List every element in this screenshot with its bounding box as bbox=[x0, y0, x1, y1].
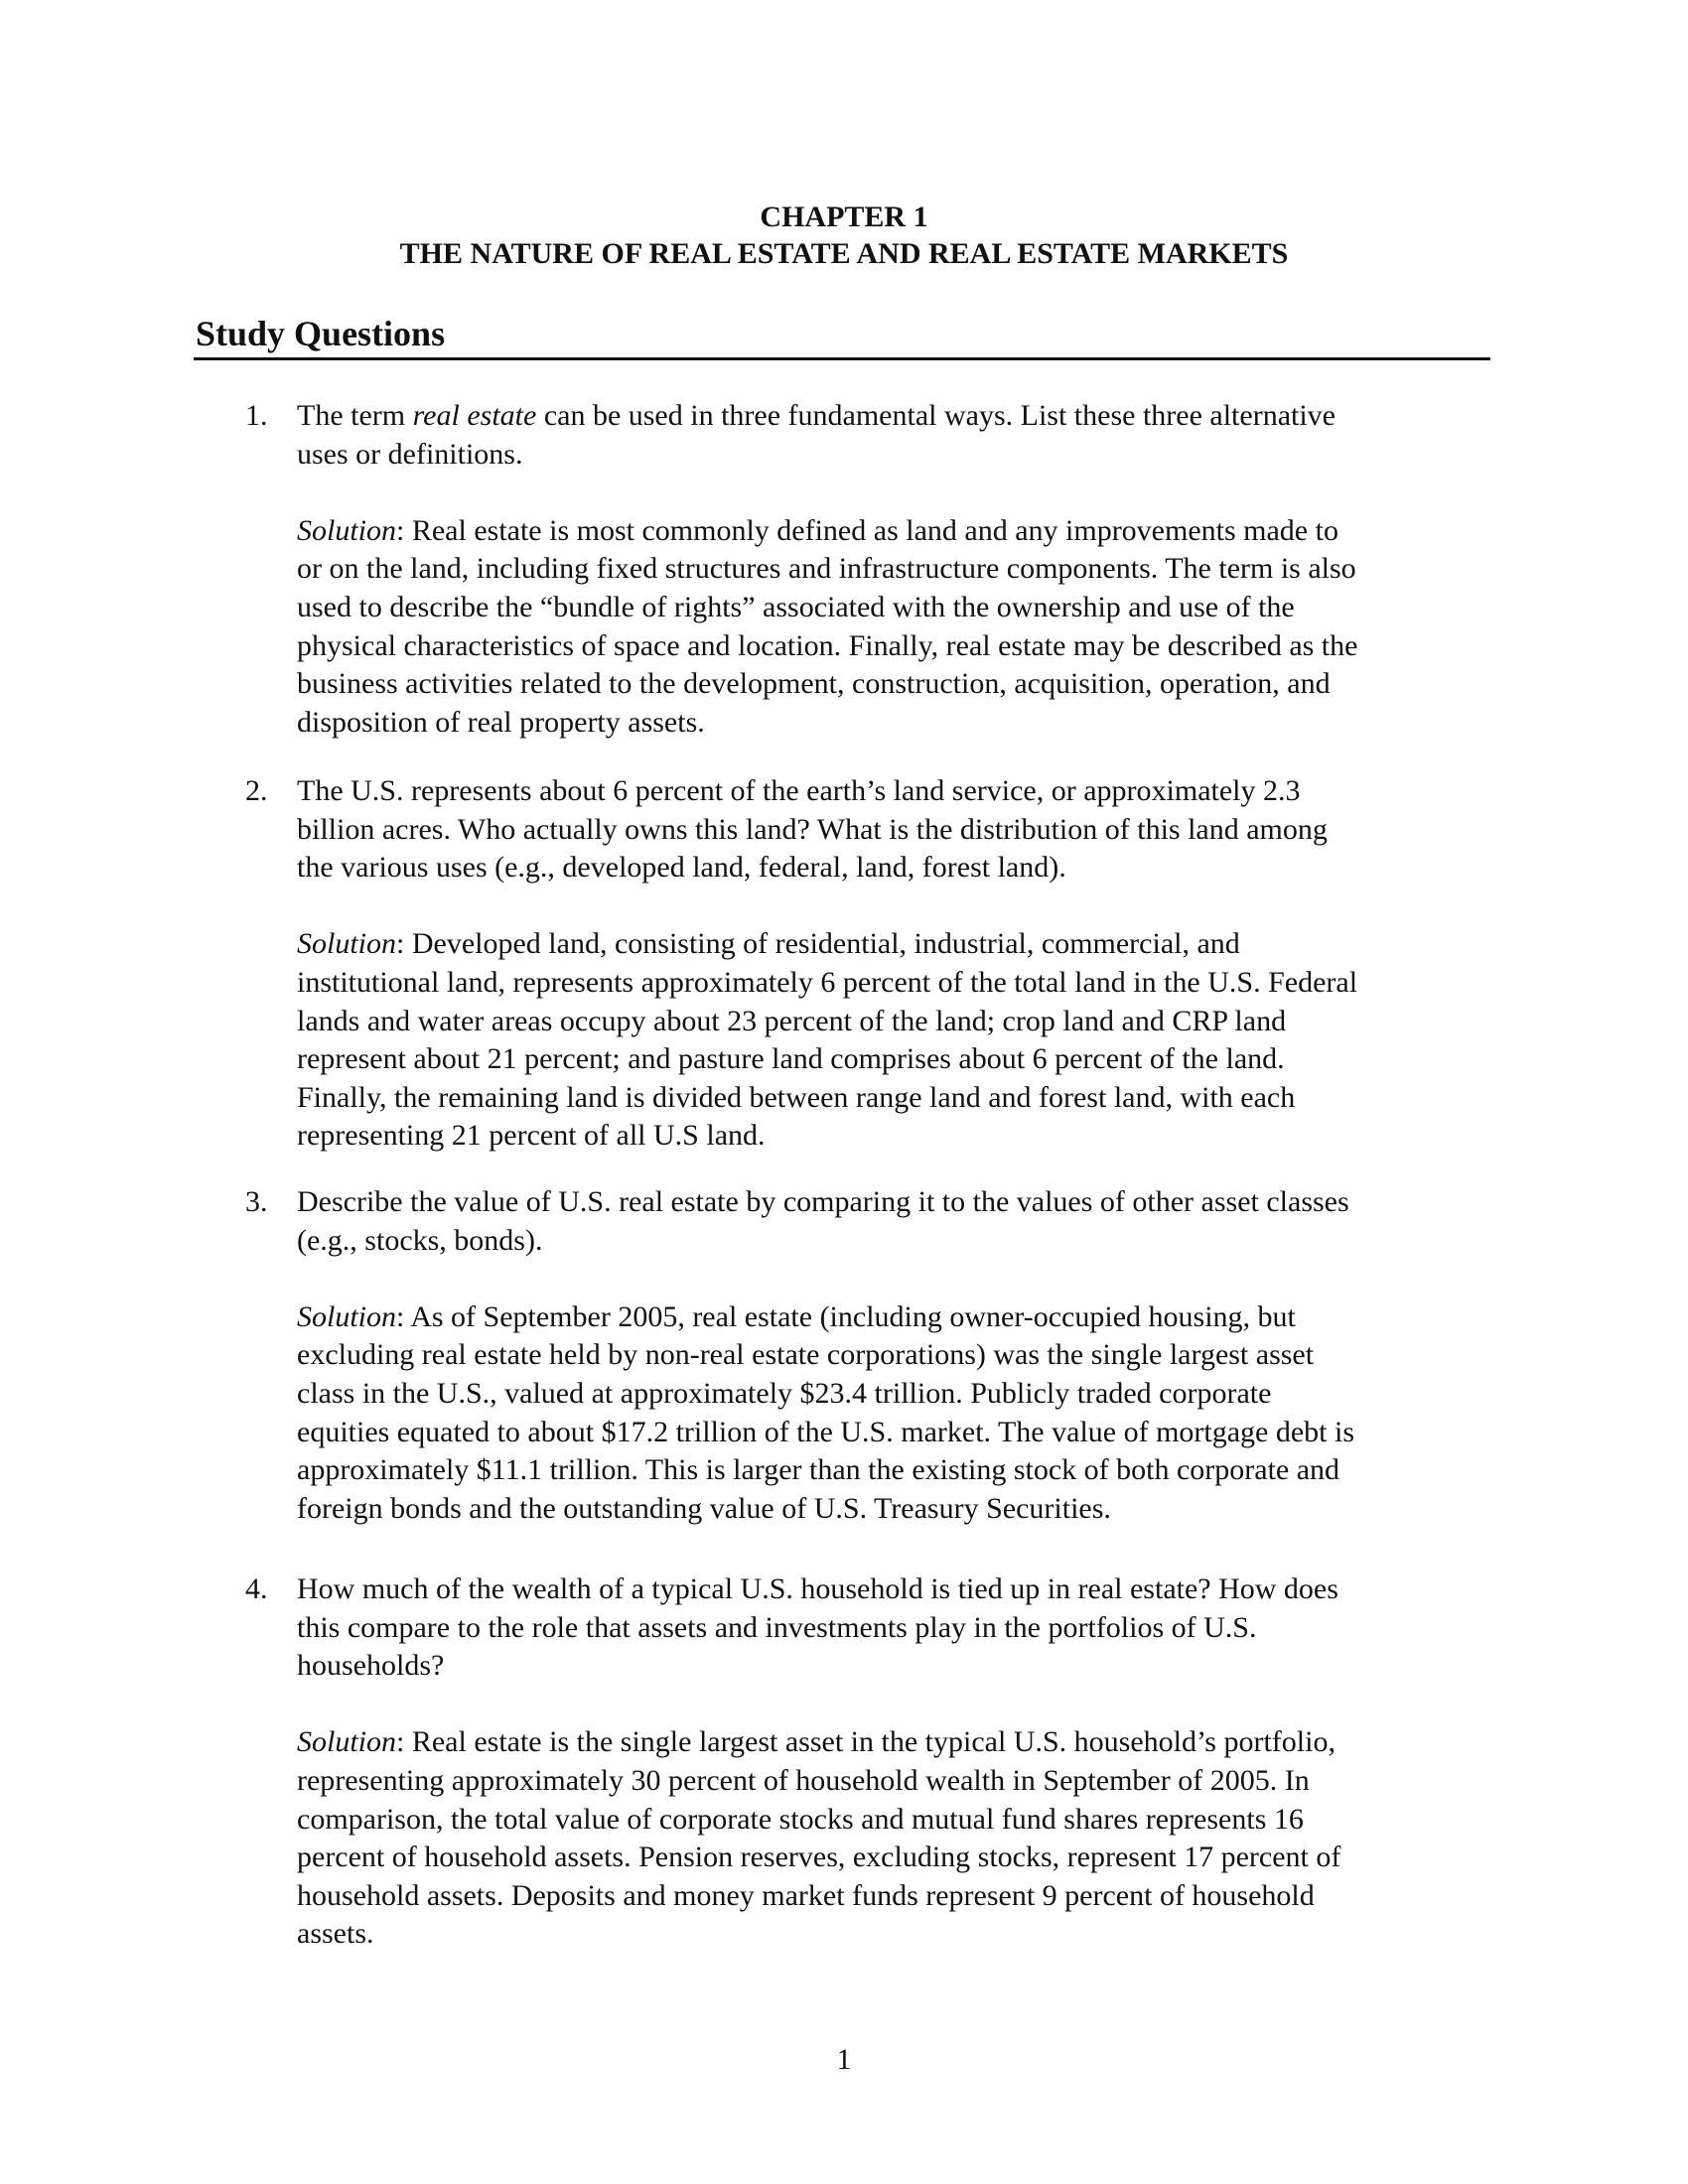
solution-line-text: lands and water areas occupy about 23 percent of the land; crop land and CRP land bbox=[297, 1004, 1287, 1037]
question-text-segment: can be used in three fundamental ways. List these three alternative bbox=[536, 399, 1336, 432]
solution-line-text: physical characteristics of space and location. Finally, real estate may be described as the bbox=[297, 628, 1358, 662]
solution-line-text: disposition of real property assets. bbox=[297, 705, 705, 739]
solution-line-text: : As of September 2005, real estate (including owner-occupied housing, but bbox=[396, 1299, 1296, 1333]
question-text-line bbox=[297, 1183, 1503, 1222]
solution-label: Solution bbox=[297, 1725, 397, 1759]
question-number: 4. bbox=[245, 1572, 268, 1605]
section-title: Study Questions bbox=[196, 314, 446, 353]
solution-line bbox=[297, 512, 1503, 551]
question-text-segment: this compare to the role that assets and investments play in the portfolios of U.S. bbox=[297, 1610, 1257, 1644]
solution-line bbox=[297, 1490, 1503, 1529]
question-text-line bbox=[297, 1647, 1503, 1686]
solution-line-text: : Developed land, consisting of residential, industrial, commercial, and bbox=[396, 927, 1240, 961]
solution-line-text: : Real estate is the single largest asset in the typical U.S. household’s portfolio, bbox=[396, 1725, 1336, 1759]
solution-line bbox=[297, 1117, 1503, 1156]
question-text-segment: households? bbox=[297, 1649, 445, 1683]
solution-text bbox=[297, 1723, 1503, 1954]
solution-line bbox=[297, 1877, 1503, 1916]
section-divider bbox=[194, 357, 1490, 360]
question-text-segment: billion acres. Who actually owns this land? What is the distribution of this land among bbox=[297, 812, 1328, 846]
solution-line-text: used to describe the “bundle of rights” associated with the ownership and use of the bbox=[297, 590, 1295, 623]
solution-line bbox=[297, 1336, 1503, 1375]
solution-line bbox=[297, 550, 1503, 589]
question-text-line bbox=[297, 849, 1503, 887]
question-text-line bbox=[297, 772, 1503, 811]
solution-line bbox=[297, 1801, 1503, 1840]
question-text bbox=[297, 1570, 1503, 1686]
solution-line bbox=[297, 1040, 1503, 1079]
question-text-line bbox=[297, 811, 1503, 850]
solution-line-text: approximately $11.1 trillion. This is larger than the existing stock of both corporate and bbox=[297, 1453, 1340, 1487]
question-text-line bbox=[297, 1222, 1503, 1261]
solution-line-text: foreign bonds and the outstanding value of U.S. Treasury Securities. bbox=[297, 1491, 1111, 1525]
solution-line bbox=[297, 1762, 1503, 1801]
question-text-segment: (e.g., stocks, bonds). bbox=[297, 1223, 543, 1257]
solution-line bbox=[297, 1451, 1503, 1490]
question-text-segment: the various uses (e.g., developed land, federal, land, forest land). bbox=[297, 851, 1066, 885]
question-text-line bbox=[297, 397, 1503, 436]
solution-line-text: business activities related to the development, construction, acquisition, operation, and bbox=[297, 667, 1331, 701]
solution-line bbox=[297, 1375, 1503, 1414]
solution-line bbox=[297, 627, 1503, 666]
solution-line-text: institutional land, represents approximately 6 percent of the total land in the U.S. Federal bbox=[297, 965, 1358, 999]
question-text-segment: Describe the value of U.S. real estate by comparing it to the values of other asset classes bbox=[297, 1185, 1349, 1218]
solution-line-text: household assets. Deposits and money market funds represent 9 percent of household bbox=[297, 1878, 1315, 1912]
solution-label: Solution bbox=[297, 513, 397, 547]
solution-line bbox=[297, 1414, 1503, 1452]
solution-line bbox=[297, 1915, 1503, 1954]
page-number: 1 bbox=[836, 2043, 852, 2076]
solution-line-text: representing 21 percent of all U.S land. bbox=[297, 1119, 766, 1153]
solution-line bbox=[297, 1723, 1503, 1762]
question-number: 3. bbox=[245, 1185, 268, 1218]
solution-label: Solution bbox=[297, 1299, 397, 1333]
question-text bbox=[297, 1183, 1503, 1260]
question-text-segment: The U.S. represents about 6 percent of the earth’s land service, or approximately 2.3 bbox=[297, 774, 1301, 807]
solution-line-text: class in the U.S., valued at approximately $23.4 trillion. Publicly traded corporate bbox=[297, 1376, 1272, 1410]
question-text-segment: uses or definitions. bbox=[297, 437, 523, 471]
solution-line-text: excluding real estate held by non-real estate corporations) was the single largest asset bbox=[297, 1338, 1315, 1372]
question-number: 1. bbox=[245, 399, 268, 432]
solution-line bbox=[297, 1839, 1503, 1877]
solution-line-text: assets. bbox=[297, 1917, 374, 1951]
solution-line bbox=[297, 589, 1503, 627]
question-text-segment: The term bbox=[297, 399, 413, 432]
solution-line bbox=[297, 1298, 1503, 1337]
question-text-line bbox=[297, 1609, 1503, 1648]
solution-label: Solution bbox=[297, 927, 397, 961]
question-text-italic: real estate bbox=[412, 399, 537, 432]
solution-line bbox=[297, 964, 1503, 1003]
chapter-title: THE NATURE OF REAL ESTATE AND REAL ESTATE MARKETS bbox=[399, 237, 1289, 270]
chapter-number: CHAPTER 1 bbox=[760, 201, 928, 233]
solution-line bbox=[297, 1079, 1503, 1118]
solution-line-text: represent about 21 percent; and pasture land comprises about 6 percent of the land. bbox=[297, 1042, 1285, 1076]
solution-line bbox=[297, 665, 1503, 704]
question-text-line bbox=[297, 436, 1503, 475]
solution-line bbox=[297, 1003, 1503, 1041]
question-text bbox=[297, 397, 1503, 474]
solution-line-text: Finally, the remaining land is divided between range land and forest land, with each bbox=[297, 1080, 1296, 1114]
question-text-line bbox=[297, 1570, 1503, 1609]
solution-text bbox=[297, 925, 1503, 1156]
solution-text bbox=[297, 1298, 1503, 1529]
solution-line-text: representing approximately 30 percent of household wealth in September of 2005. In bbox=[297, 1763, 1310, 1797]
solution-line bbox=[297, 925, 1503, 964]
chapter-heading bbox=[0, 199, 1688, 272]
solution-line-text: : Real estate is most commonly defined as land and any improvements made to bbox=[396, 513, 1338, 547]
question-number: 2. bbox=[245, 774, 268, 807]
solution-line-text: or on the land, including fixed structures and infrastructure components. The term is also bbox=[297, 552, 1356, 586]
solution-line-text: comparison, the total value of corporate stocks and mutual fund shares represents 16 bbox=[297, 1802, 1304, 1836]
solution-line-text: percent of household assets. Pension reserves, excluding stocks, represent 17 percent of bbox=[297, 1841, 1341, 1874]
solution-text bbox=[297, 512, 1503, 743]
question-text-segment: How much of the wealth of a typical U.S. household is tied up in real estate? How does bbox=[297, 1572, 1338, 1605]
question-text bbox=[297, 772, 1503, 887]
solution-line bbox=[297, 704, 1503, 743]
solution-line-text: equities equated to about $17.2 trillion of the U.S. market. The value of mortgage debt is bbox=[297, 1415, 1355, 1448]
